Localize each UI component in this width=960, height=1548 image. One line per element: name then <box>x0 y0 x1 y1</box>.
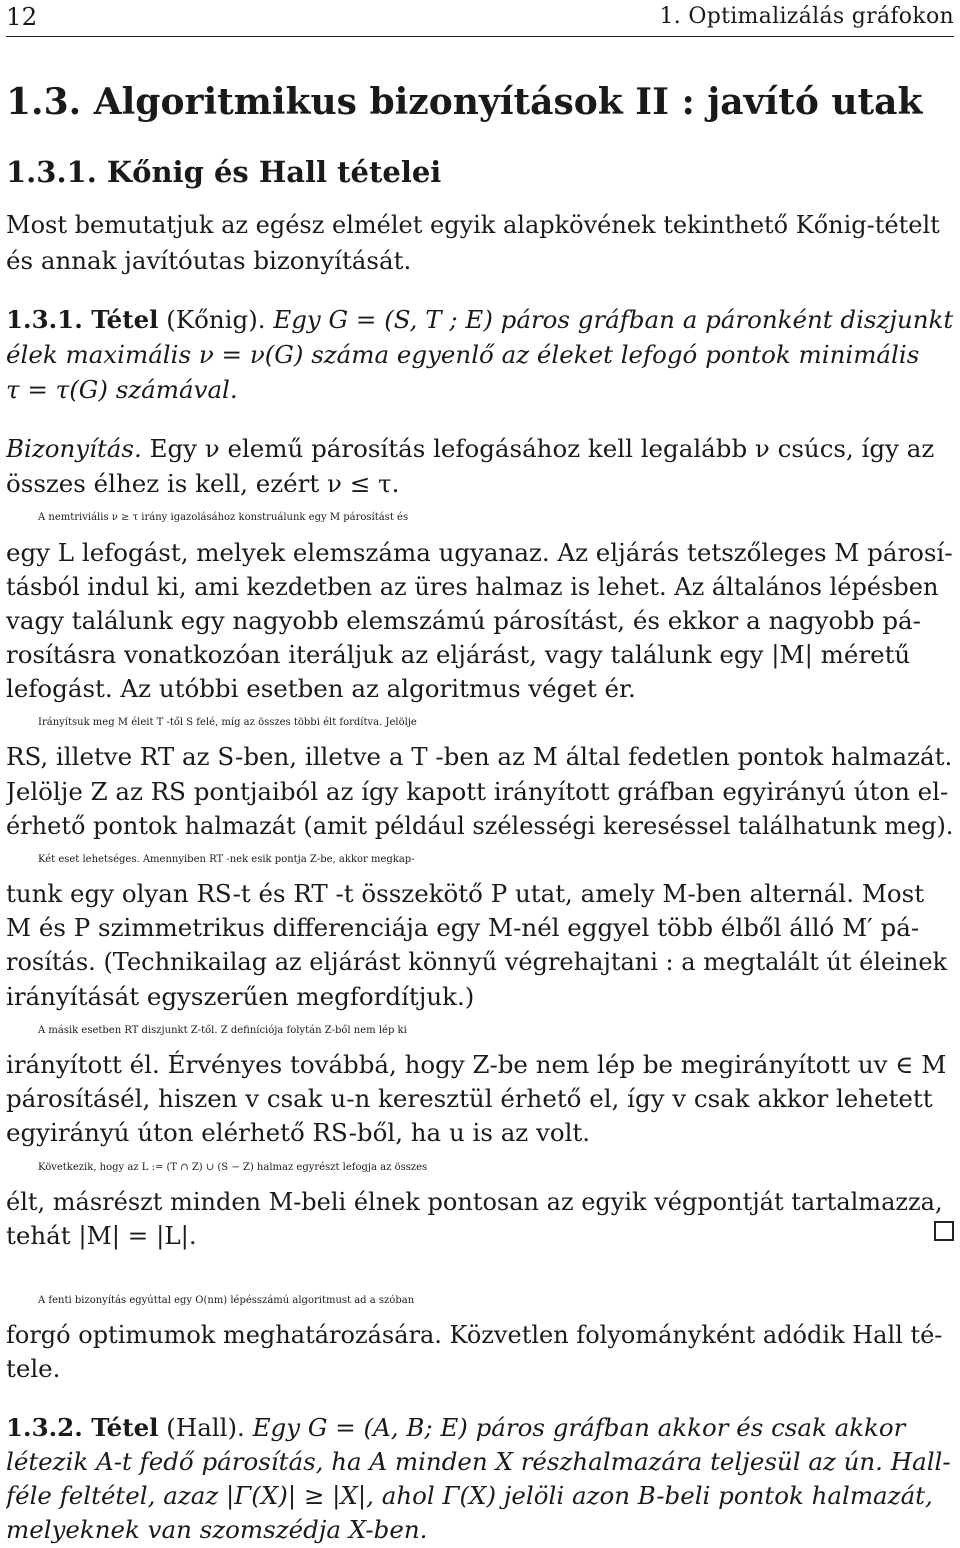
proof-text: irányított él. Érvényes továbbá, hogy Z-be nem lép be megirányított uv ∈ M <box>6 1050 947 1079</box>
proof-text: érhető pontok halmazát (amit például szélességi kereséssel találhatunk meg). <box>6 812 954 840</box>
body-text: A fenti bizonyítás egyúttal egy O(nm) lépésszámú algoritmust ad a szóban <box>38 1295 415 1306</box>
body-text: forgó optimumok meghatározására. Közvetlen folyományként adódik Hall té- <box>6 1321 943 1349</box>
proof-text: egy L lefogást, melyek elemszáma ugyanaz. Az eljárás tetszőleges M párosí- <box>6 538 953 567</box>
proof-label: Bizonyítás. <box>6 434 142 463</box>
proof-text: tehát |M| = |L|. <box>6 1221 197 1250</box>
proof-text: Következik, hogy az L := (T ∩ Z) ∪ (S − Z) halmaz egyrészt lefogja az összes <box>38 1162 428 1173</box>
proof-text: lefogást. Az utóbbi esetben az algoritmus véget ér. <box>6 674 636 703</box>
theorem-name: (Hall). <box>166 1413 245 1442</box>
qed-box-icon <box>934 1221 954 1241</box>
theorem-text: Egy G = (S, T ; E) páros gráfban a páronként diszjunkt <box>273 305 954 334</box>
proof-text: párosításél, hiszen v csak u-n keresztül érhető el, így v csak akkor lehetett <box>6 1084 933 1113</box>
proof-text: élt, másrészt minden M-beli élnek pontosan az egyik végpontját tartalmazza, <box>6 1188 943 1216</box>
body-text: tele. <box>6 1354 61 1383</box>
header-rule <box>6 36 954 37</box>
theorem-label: 1.3.2. Tétel <box>6 1413 159 1442</box>
theorem-text: melyeknek van szomszédja X-ben. <box>6 1515 428 1544</box>
proof-text: Egy ν elemű párosítás lefogásához kell legalább ν csúcs, így az <box>149 434 935 463</box>
theorem-label: 1.3.1. Tétel <box>6 305 159 334</box>
proof-text: irányítását egyszerűen megfordítjuk.) <box>6 982 475 1011</box>
section-title: 1.3. Algoritmikus bizonyítások II : javító utak <box>6 81 923 123</box>
proof-text: A nemtriviális ν ≥ τ irány igazolásához konstruálunk egy M párosítást és <box>38 512 409 523</box>
proof-text: tunk egy olyan RS-t és RT -t összekötő P utat, amely M-ben alternál. Most <box>6 879 925 908</box>
proof-text: A másik esetben RT diszjunkt Z-től. Z definíciója folytán Z-ből nem lép ki <box>38 1025 407 1036</box>
proof-text: M és P szimmetrikus differenciája egy M-nél eggyel több élből álló M′ pá- <box>6 913 920 942</box>
proof-text: tásból indul ki, ami kezdetben az üres halmaz is lehet. Az általános lépésben <box>6 573 939 601</box>
theorem-text: létezik A-t fedő párosítás, ha A minden X részhalmazára teljesül az ún. Hall- <box>6 1447 951 1476</box>
proof-text: rosításra vonatkozóan iteráljuk az eljárást, vagy találunk egy |M| méretű <box>6 640 911 669</box>
theorem-text: Egy G = (A, B; E) páros gráfban akkor és csak akkor <box>252 1413 906 1442</box>
theorem-text: élek maximális ν = ν(G) száma egyenlő az éleket lefogó pontok minimális <box>6 340 920 369</box>
theorem-name: (Kőnig). <box>166 305 266 334</box>
proof-text: összes élhez is kell, ezért ν ≤ τ. <box>6 469 400 498</box>
intro-line: és annak javítóutas bizonyítását. <box>6 246 412 275</box>
proof-text: vagy találunk egy nagyobb elemszámú párosítást, és ekkor a nagyobb pá- <box>6 606 921 635</box>
theorem-konig-line-1 <box>6 302 954 338</box>
proof-text: Irányítsuk meg M éleit T -től S felé, míg az összes többi élt fordítva. Jelölje <box>38 717 417 728</box>
proof-text: rosítás. (Technikailag az eljárást könnyű végrehajtani : a megtalált út éleinek <box>6 948 948 976</box>
theorem-hall-line-1 <box>6 1410 954 1446</box>
proof-text: Jelölje Z az RS pontjaiból az így kapott irányított gráfban egyirányú úton el- <box>6 777 949 806</box>
subsection-title: 1.3.1. Kőnig és Hall tételei <box>6 155 442 189</box>
page-number: 12 <box>6 2 38 31</box>
theorem-text: τ = τ(G) számával. <box>6 375 238 404</box>
intro-line: Most bemutatjuk az egész elmélet egyik alapkövének tekinthető Kőnig-tételt <box>6 211 940 239</box>
running-header: 1. Optimalizálás gráfokon <box>659 4 954 29</box>
theorem-text: féle feltétel, azaz |Γ(X)| ≥ |X|, ahol Γ(X) jelöli azon B-beli pontok halmazát, <box>6 1481 933 1510</box>
proof-text: Két eset lehetséges. Amennyiben RT -nek esik pontja Z-be, akkor megkap- <box>38 854 415 865</box>
proof-line-1 <box>6 431 954 467</box>
proof-text: RS, illetve RT az S-ben, illetve a T -ben az M által fedetlen pontok halmazát. <box>6 742 953 771</box>
proof-text: egyirányú úton elérhető RS-ből, ha u is az volt. <box>6 1118 591 1147</box>
